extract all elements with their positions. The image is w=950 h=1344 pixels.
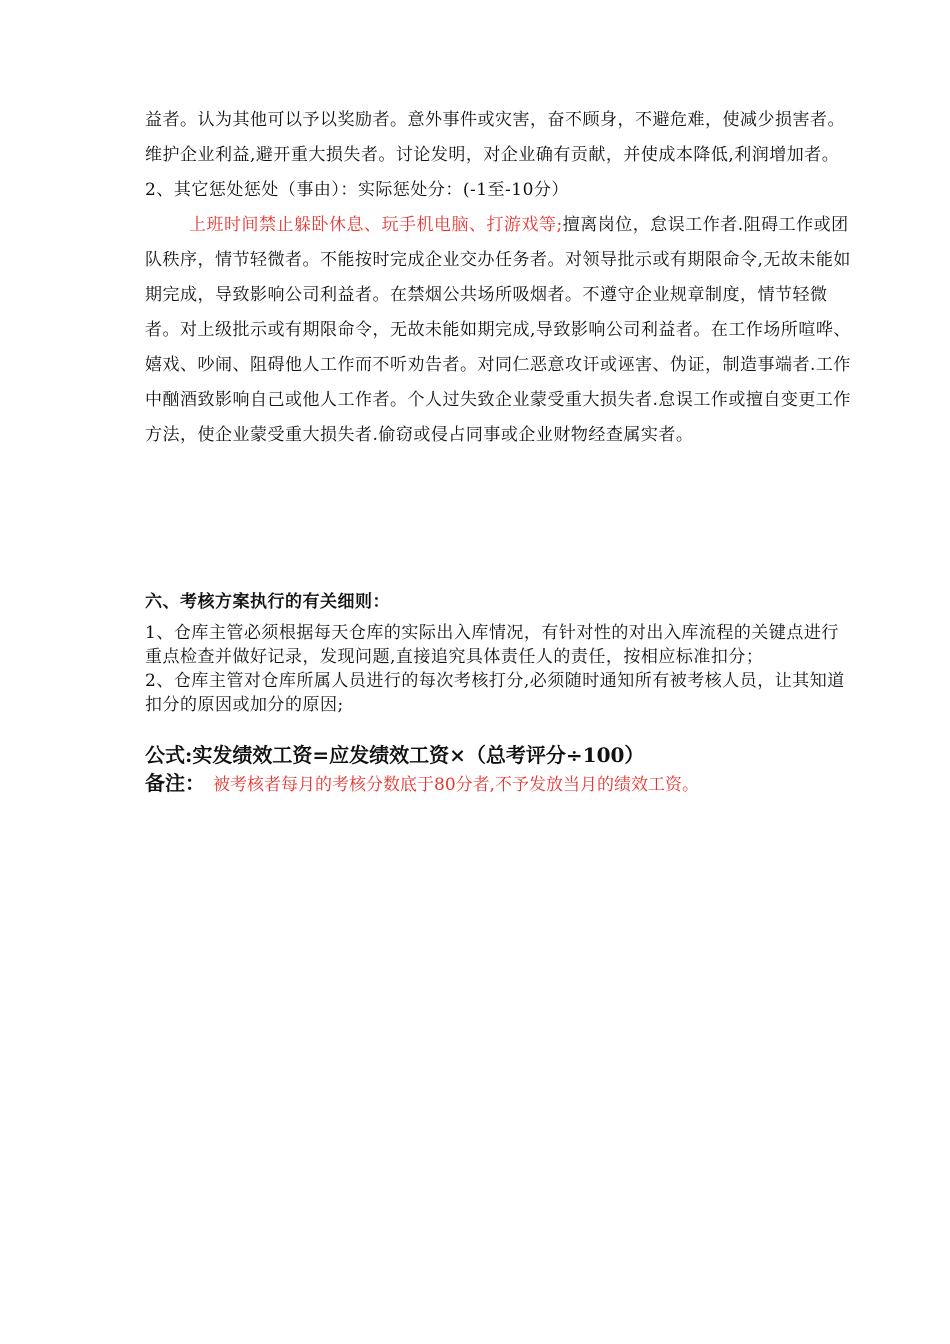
rules-list bbox=[145, 621, 851, 717]
penalty-heading: 2、其它惩处惩处（事由）：实际惩处分：(-1至-10分） bbox=[145, 180, 569, 200]
rule-item-2: 2、仓库主管对仓库所属人员进行的每次考核打分,必须随时通知所有被考核人员，让其知道扣分的原因或加分的原因; bbox=[145, 671, 845, 715]
note bbox=[145, 770, 699, 798]
rule-item-1: 1、仓库主管必须根据每天仓库的实际出入库情况，有针对性的对出入库流程的关键点进行重点检查并做好记录，发现问题,直接追究具体责任人的责任，按相应标准扣分； bbox=[145, 623, 839, 667]
formula: 公式:实发绩效工资=应发绩效工资×（总考评分÷100） bbox=[145, 743, 645, 767]
reward-penalty-section bbox=[145, 103, 851, 453]
highlighted-rule: 上班时间禁止躲卧休息、玩手机电脑、打游戏等; bbox=[189, 215, 563, 235]
penalty-details: 擅离岗位，怠误工作者.阻碍工作或团队秩序，情节轻微者。不能按时完成企业交办任务者。对领导批示或有期限命令,无故未能如期完成，导致影响公司利益者。在禁烟公共场所吸烟者。不遵守企业规章制度，情节轻微者。对上级批示或有期限命令，无故未能如期完成,导致影响公司利益者。在工作场所喧哗、嬉戏、吵闹、阻碍他人工作而不听劝告者。对同仁恶意攻讦或诬害、伪证，制造事端者.工作中酗酒致影响自己或他人工作者。个人过失致企业蒙受重大损失者.怠误工作或擅自变更工作方法，使企业蒙受重大损失者.偷窃或侵占同事或企业财物经查属实者。 bbox=[145, 215, 851, 445]
section-title: 六、考核方案执行的有关细则： bbox=[145, 592, 390, 612]
penalty-paragraph bbox=[145, 208, 851, 453]
note-text: 被考核者每月的考核分数底于80分者,不予发放当月的绩效工资。 bbox=[213, 775, 700, 795]
note-label: 备注： bbox=[145, 771, 205, 795]
reward-paragraph: 益者。认为其他可以予以奖励者。意外事件或灾害，奋不顾身，不避危难，使减少损害者。维护企业利益,避开重大损失者。讨论发明，对企业确有贡献，并使成本降低,利润增加者。 bbox=[145, 110, 845, 165]
